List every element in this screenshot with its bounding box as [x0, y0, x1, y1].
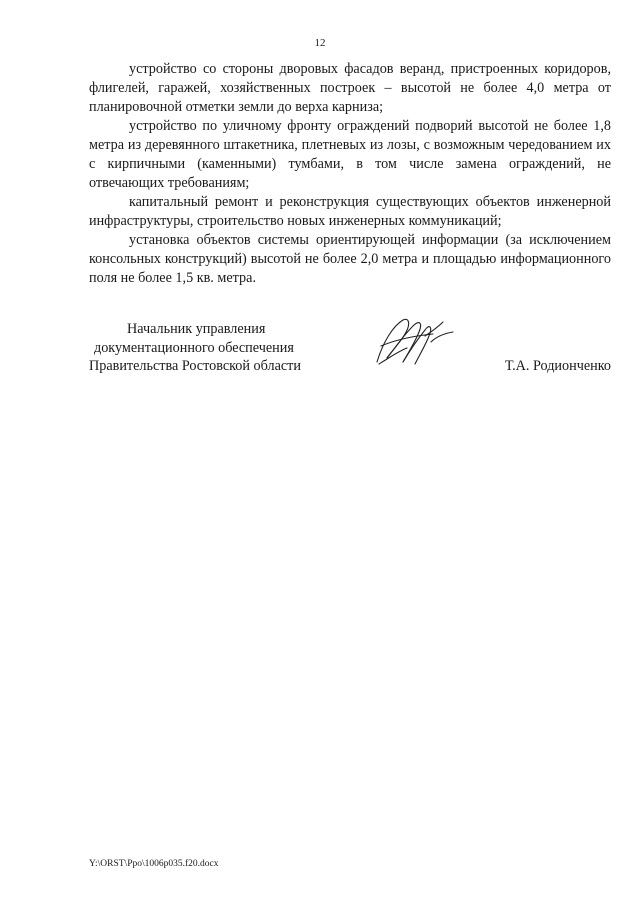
position-line: Начальник управления — [127, 321, 266, 337]
page-number: 12 — [314, 37, 326, 49]
signature-block — [89, 320, 611, 380]
paragraph-information-signs: установка объектов системы ориентирующей информации (за исключением консольных конструкций) высотой не более 2,0 метра и площадью информационного поля не более 1,5 кв. метра. — [89, 232, 611, 286]
signatory-position — [89, 320, 329, 376]
paragraph-verandas: устройство со стороны дворовых фасадов веранд, пристроенных коридоров, флигелей, гаражей, хозяйственных построек – высотой не более 4,0 метра от планировочной отметки земли до верха карниза; — [89, 61, 611, 115]
footer-file-path: Y:\ORST\Ppo\1006p035.f20.docx — [89, 859, 219, 869]
position-line: документационного обеспечения — [94, 339, 294, 356]
paragraph-fences: устройство по уличному фронту ограждений подворий высотой не более 1,8 метра из деревянного штакетника, плетневых из лозы, с возможным чередованием их с кирпичными (каменными) тумбами, в том числе замена ограждений, не отвечающих требованиям; — [89, 118, 611, 191]
paragraph-infrastructure: капитальный ремонт и реконструкция существующих объектов инженерной инфраструктуры, строительство новых инженерных коммуникаций; — [89, 194, 611, 229]
handwritten-signature-icon — [373, 312, 457, 368]
signatory-name: Т.А. Родионченко — [504, 358, 611, 374]
document-body — [89, 60, 611, 288]
position-line: Правительства Ростовской области — [89, 358, 301, 374]
